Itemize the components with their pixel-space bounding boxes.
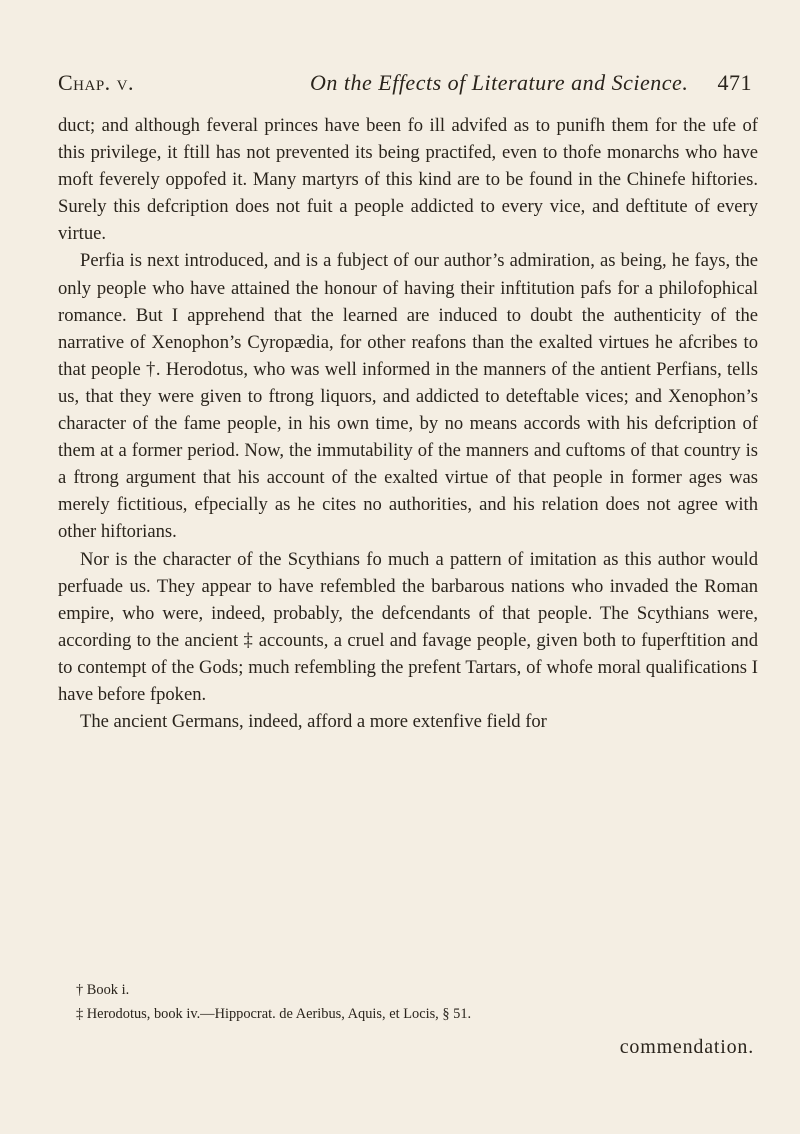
catchword: commendation.: [619, 1036, 754, 1058]
page-number: 471: [717, 70, 752, 95]
paragraph-germans: The ancient Germans, indeed, afford a more extenfive field for: [80, 711, 547, 733]
paragraph-persia: Perfia is next introduced, and is a fubject of our author’s admiration, as being, he fays, the only people who have attained the honour of having their inftitution pafs for a philofophical romance. But I apprehend that the learned are induced to doubt the authenticity of the narrative of Xenophon’s Cyropædia, for other reafons than the exalted virtues he afcribes to that people †. Herodotus, who was well informed in the manners of the antient Perfians, tells us, that they were given to ftrong liquors, and addicted to deteftable vices; and Xenophon’s character of the fame people, in his own time, by no means accords with his defcription of them at a former period. Now, the immutability of the manners and cuftoms of that country is a ftrong argument that his account of the exalted virtue of that people in former ages was merely fictitious, efpecially as he cites no authorities, and his relation does not agree with other hiftorians.: [58, 250, 758, 543]
paragraph-scythians: Nor is the character of the Scythians fo much a pattern of imitation as this author would perfuade us. They appear to have refembled the barbarous nations who invaded the Roman empire, who were, indeed, probably, the defcendants of that people. The Scythians were, according to the ancient ‡ accounts, a cruel and favage people, given both to fuperftition and to contempt of the Gods; much refembling the prefent Tartars, of whofe moral qualifications I have before fpoken.: [58, 548, 758, 705]
footnote-dagger: † Book i.: [76, 982, 130, 998]
running-header: [58, 70, 752, 102]
footnote-double-dagger: ‡ Herodotus, book iv.—Hippocrat. de Aeribus, Aquis, et Locis, § 51.: [76, 1006, 472, 1022]
running-title: On the Effects of Literature and Science.: [310, 70, 689, 95]
chapter-label: Chap. v.: [58, 70, 135, 95]
body-text: [58, 112, 758, 735]
paragraph-chinese: duct; and although feveral princes have been fo ill advifed as to punifh them for the ufe of this privilege, it ftill has not prevented its being practifed, even to thofe monarchs who have moft feverely oppofed it. Many martyrs of this kind are to be found in the Chinefe hiftories. Surely this defcription does not fuit a people addicted to every vice, and deftitute of every virtue.: [58, 115, 758, 245]
footnotes: [58, 978, 758, 1026]
